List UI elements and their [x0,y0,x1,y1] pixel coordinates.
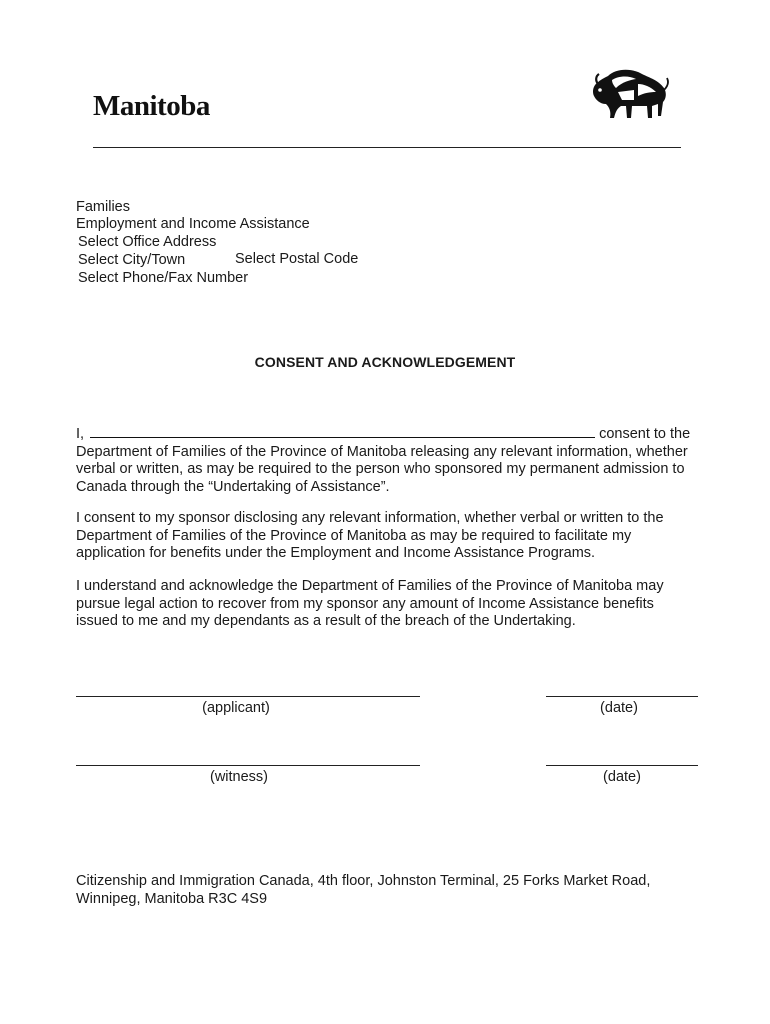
consent-line-2: Department of Families of the Province of Manitoba releasing any relevant information, whether [76,443,688,460]
applicant-date-line[interactable] [546,696,698,697]
consent-line-3: verbal or written, as may be required to the person who sponsored my permanent admission to [76,461,685,478]
acknowledgement-paragraph [76,578,716,631]
applicant-signature-line[interactable] [76,696,420,697]
sponsor-disclosure-paragraph [76,510,716,563]
witness-date-line[interactable] [546,765,698,766]
applicant-label: (applicant) [202,700,270,716]
applicant-name-field[interactable] [90,423,595,438]
manitoba-logo-text: Manitoba [93,90,210,122]
footer-line-1: Citizenship and Immigration Canada, 4th floor, Johnston Terminal, 25 Forks Market Road, [76,873,651,889]
footer-address [76,872,650,908]
witness-date-label: (date) [603,769,641,785]
ack-line-1: I understand and acknowledge the Department of Families of the Province of Manitoba may [76,578,664,594]
address-postal-code-field[interactable]: Select Postal Code [235,251,359,267]
ack-line-2: pursue legal action to recover from my sponsor any amount of Income Assistance benefits [76,595,654,612]
sponsor-line-1: I consent to my sponsor disclosing any relevant information, whether verbal or written to the [76,510,664,526]
consent-suffix: consent to the [599,426,691,442]
address-department: Families [76,199,130,215]
applicant-date-label: (date) [600,700,638,716]
witness-label: (witness) [209,769,268,785]
witness-signature-line[interactable] [76,765,420,766]
footer-line-2: Winnipeg, Manitoba R3C 4S9 [76,891,268,907]
address-office-field[interactable]: Select Office Address [78,234,217,250]
consent-paragraph [76,423,716,496]
ack-line-3: issued to me and my dependants as a result of the breach of the Undertaking. [76,613,576,630]
document-title: CONSENT AND ACKNOWLEDGEMENT [254,354,516,370]
bison-icon [588,66,670,124]
sponsor-line-2: Department of Families of the Province of Manitoba as may be required to facilitate my [76,527,632,544]
consent-line-4: Canada through the “Undertaking of Assistance”. [76,478,390,495]
sponsor-line-3: application for benefits under the Employment and Income Assistance Programs. [76,545,596,562]
consent-line-1 [76,423,716,444]
address-program: Employment and Income Assistance [76,216,310,232]
address-city-field[interactable]: Select City/Town [78,252,186,268]
consent-prefix: I, [76,426,85,442]
header-divider [93,147,681,148]
address-phone-fax-field[interactable]: Select Phone/Fax Number [78,270,249,286]
